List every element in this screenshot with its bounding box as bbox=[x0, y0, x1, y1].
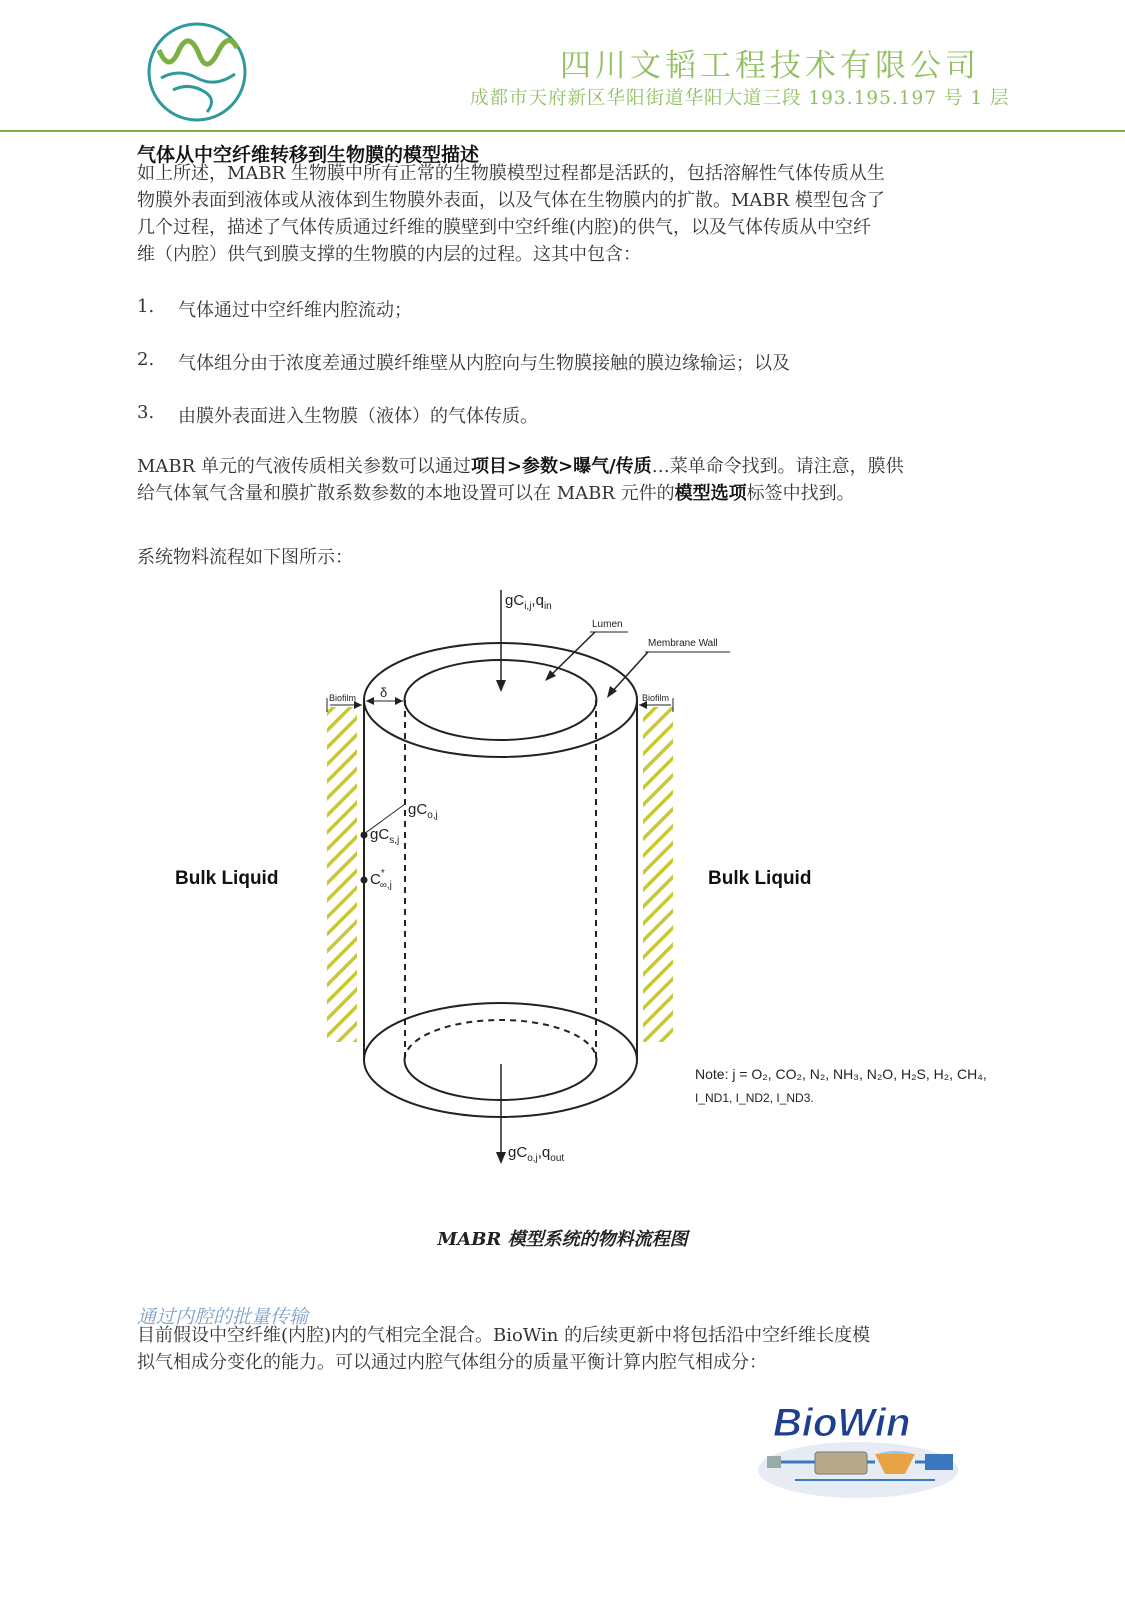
biofilm-left-label: Biofilm bbox=[329, 693, 357, 703]
closing-line: 目前假设中空纤维(内腔)内的气相完全混合。BioWin 的后续更新中将包括沿中空纤维长度模 bbox=[137, 1325, 871, 1346]
delta-label: δ bbox=[380, 685, 388, 700]
subsection-title: 通过内腔的批量传输 bbox=[137, 1306, 309, 1328]
menu-text: 给气体氧气含量和膜扩散系数参数的本地设置可以在 MABR 元件的 bbox=[137, 483, 675, 504]
company-name: 四川文韬工程技术有限公司 bbox=[560, 48, 980, 84]
company-logo bbox=[145, 20, 249, 124]
section-title: 气体从中空纤维转移到生物膜的模型描述 bbox=[137, 144, 480, 166]
closing-paragraph bbox=[137, 1322, 997, 1376]
menu-text: MABR 单元的气液传质相关参数可以通过 bbox=[137, 456, 471, 477]
intro-line: 如上所述，MABR 生物膜中所有正常的生物膜模型过程都是活跃的，包括溶解性气体传质从生 bbox=[137, 163, 885, 184]
biofilm-right-label: Biofilm bbox=[642, 693, 670, 703]
company-address: 成都市天府新区华阳街道华阳大道三段 193.195.197 号 1 层 bbox=[470, 88, 1010, 109]
closing-line: 拟气相成分变化的能力。可以通过内腔气体组分的质量平衡计算内腔气相成分： bbox=[137, 1352, 767, 1373]
note-line-1: Note: j = O₂, CO₂, N₂, NH₃, N₂O, H₂S, H₂, CH₄, bbox=[695, 1066, 987, 1082]
header-divider bbox=[0, 130, 1125, 132]
list-item-number: 2. bbox=[137, 349, 155, 370]
list-item-text: 气体组分由于浓度差通过膜纤维壁从内腔向与生物膜接触的膜边缘输运；以及 bbox=[178, 353, 790, 374]
menu-line-1 bbox=[137, 453, 997, 480]
model-options-tab: 模型选项 bbox=[674, 483, 747, 504]
biowin-logo-text: BioWin bbox=[773, 1401, 911, 1445]
intro-paragraph bbox=[137, 160, 997, 268]
cinf-label: C* ∞,j bbox=[370, 868, 392, 891]
flow-intro: 系统物料流程如下图所示： bbox=[137, 547, 353, 568]
intro-line: 维（内腔）供气到膜支撑的生物膜的内层的过程。这其中包含： bbox=[137, 244, 641, 265]
outflow-label: $gC_{o,j},q_{out}$ bbox=[508, 1144, 565, 1164]
mabr-flow-diagram bbox=[0, 580, 1125, 1180]
menu-text: 标签中找到。 bbox=[746, 483, 855, 504]
intro-line: 物膜外表面到液体或从液体到生物膜外表面，以及气体在生物膜内的扩散。MABR 模型包含了 bbox=[137, 190, 885, 211]
membrane-wall-label: Membrane Wall bbox=[648, 638, 718, 649]
menu-paragraph bbox=[137, 453, 997, 507]
menu-text: …菜单命令找到。请注意，膜供 bbox=[651, 456, 904, 477]
bulk-liquid-right: Bulk Liquid bbox=[708, 868, 812, 889]
bulk-liquid-left: Bulk Liquid bbox=[175, 868, 279, 889]
figure-caption: MABR 模型系统的物料流程图 bbox=[437, 1229, 688, 1250]
list-item-number: 3. bbox=[137, 402, 155, 423]
gcs-point bbox=[361, 832, 368, 839]
intro-line: 几个过程，描述了气体传质通过纤维的膜壁到中空纤维(内腔)的供气，以及气体传质从中空纤 bbox=[137, 217, 872, 238]
list-item-text: 气体通过中空纤维内腔流动； bbox=[178, 300, 412, 321]
inflow-label: $gC_{i,j},q_{in}$ bbox=[505, 592, 552, 612]
gcs-label: $gC_{s,j}$ bbox=[370, 826, 400, 846]
biowin-logo-graphic bbox=[755, 1392, 960, 1502]
biofilm-left-hatch bbox=[327, 707, 357, 1042]
lumen-label: Lumen bbox=[592, 619, 623, 630]
list-item-number: 1. bbox=[137, 296, 155, 317]
cinf-point bbox=[361, 877, 368, 884]
biofilm-right-hatch bbox=[643, 707, 673, 1042]
menu-line-2 bbox=[137, 480, 997, 507]
gco-label: $gC_{o,j}$ bbox=[408, 801, 438, 821]
menu-path: 项目>参数>曝气/传质 bbox=[470, 456, 652, 477]
list-item-text: 由膜外表面进入生物膜（液体）的气体传质。 bbox=[178, 406, 538, 427]
biowin-logo bbox=[755, 1392, 960, 1502]
note-line-2: I_ND1, I_ND2, I_ND3. bbox=[695, 1091, 814, 1105]
